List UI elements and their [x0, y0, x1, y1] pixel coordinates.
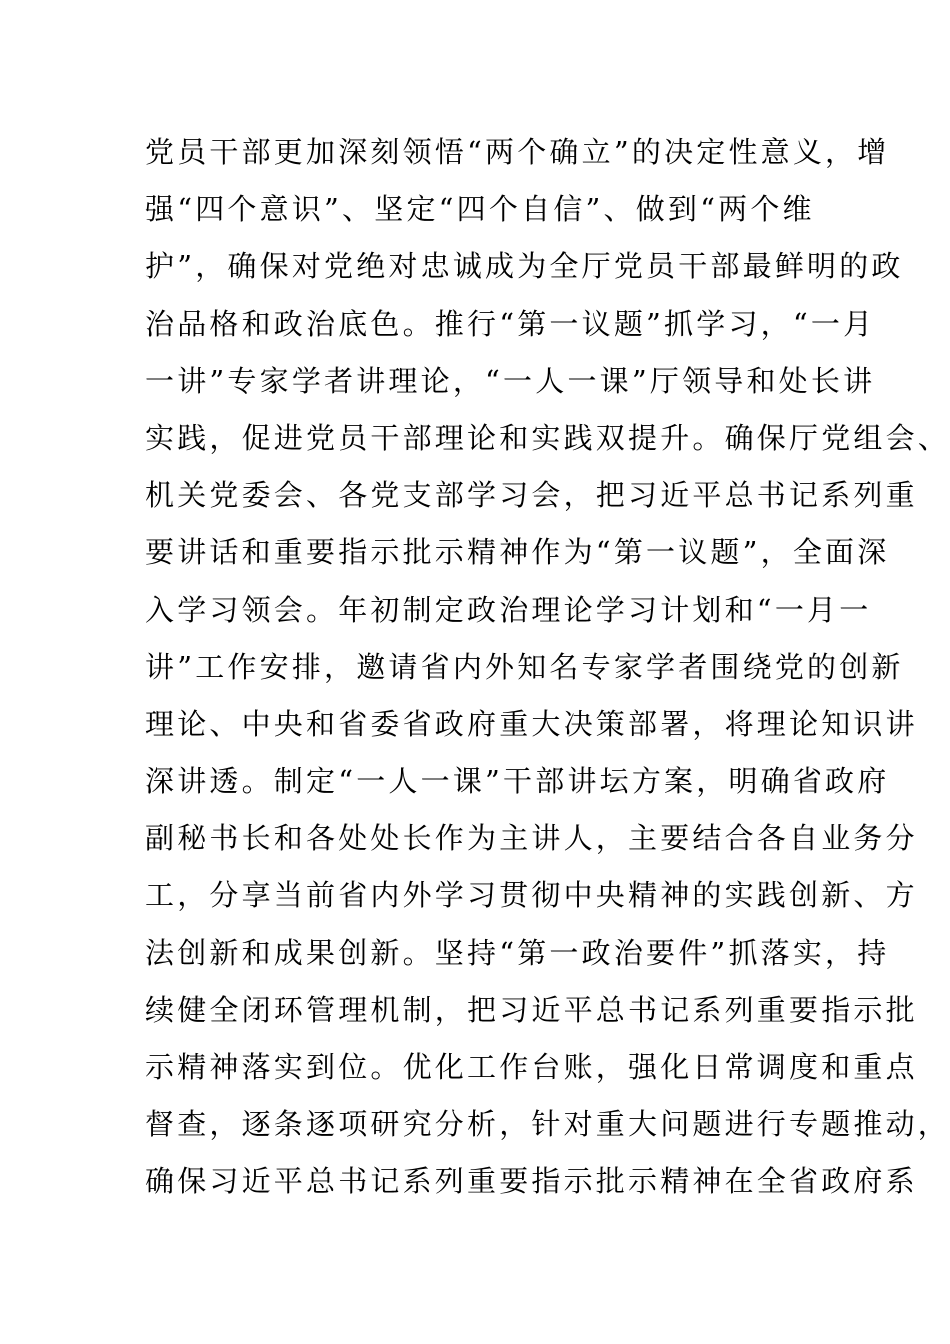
text-line: 一讲”专家学者讲理论，“一人一课”厅领导和处长讲 [145, 363, 876, 398]
text-line: 讲”工作安排，邀请省内外知名专家学者围绕党的创新 [145, 649, 904, 684]
text-line: 示精神落实到位。优化工作台账，强化日常调度和重点 [145, 1050, 918, 1084]
text-line: 深讲透。制定“一人一课”干部讲坛方案，明确省政府 [145, 764, 890, 799]
text-line: 机关党委会、各党支部学习会，把习近平总书记系列重 [145, 478, 918, 513]
text-line: 确保习近平总书记系列重要指示批示精神在全省政府系 [145, 1164, 918, 1199]
text-line: 工，分享当前省内外学习贯彻中央精神的实践创新、方 [145, 878, 918, 913]
text-line: 法创新和成果创新。坚持“第一政治要件”抓落实，持 [145, 935, 890, 970]
text-line: 督查，逐条逐项研究分析，针对重大问题进行专题推动， [145, 1107, 950, 1142]
text-line: 实践，促进党员干部理论和实践双提升。确保厅党组会、 [145, 420, 950, 455]
text-line: 入学习领会。年初制定政治理论学习计划和“一月一 [145, 592, 872, 627]
text-line: 续健全闭环管理机制，把习近平总书记系列重要指示批 [145, 992, 918, 1027]
text-line: 治品格和政治底色。推行“第一议题”抓学习，“一月 [145, 306, 876, 341]
text-line: 副秘书长和各处处长作为主讲人，主要结合各自业务分 [145, 821, 918, 856]
body-paragraph [145, 124, 950, 1211]
text-line: 护”，确保对党绝对忠诚成为全厅党员干部最鲜明的政 [145, 249, 904, 284]
text-line: 党员干部更加深刻领悟“两个确立”的决定性意义，增 [145, 135, 890, 169]
text-line: 要讲话和重要指示批示精神作为“第一议题”，全面深 [145, 535, 890, 570]
text-line: 强“四个意识”、坚定“四个自信”、做到“两个维 [145, 192, 815, 227]
text-line: 理论、中央和省委省政府重大决策部署，将理论知识讲 [145, 706, 918, 741]
